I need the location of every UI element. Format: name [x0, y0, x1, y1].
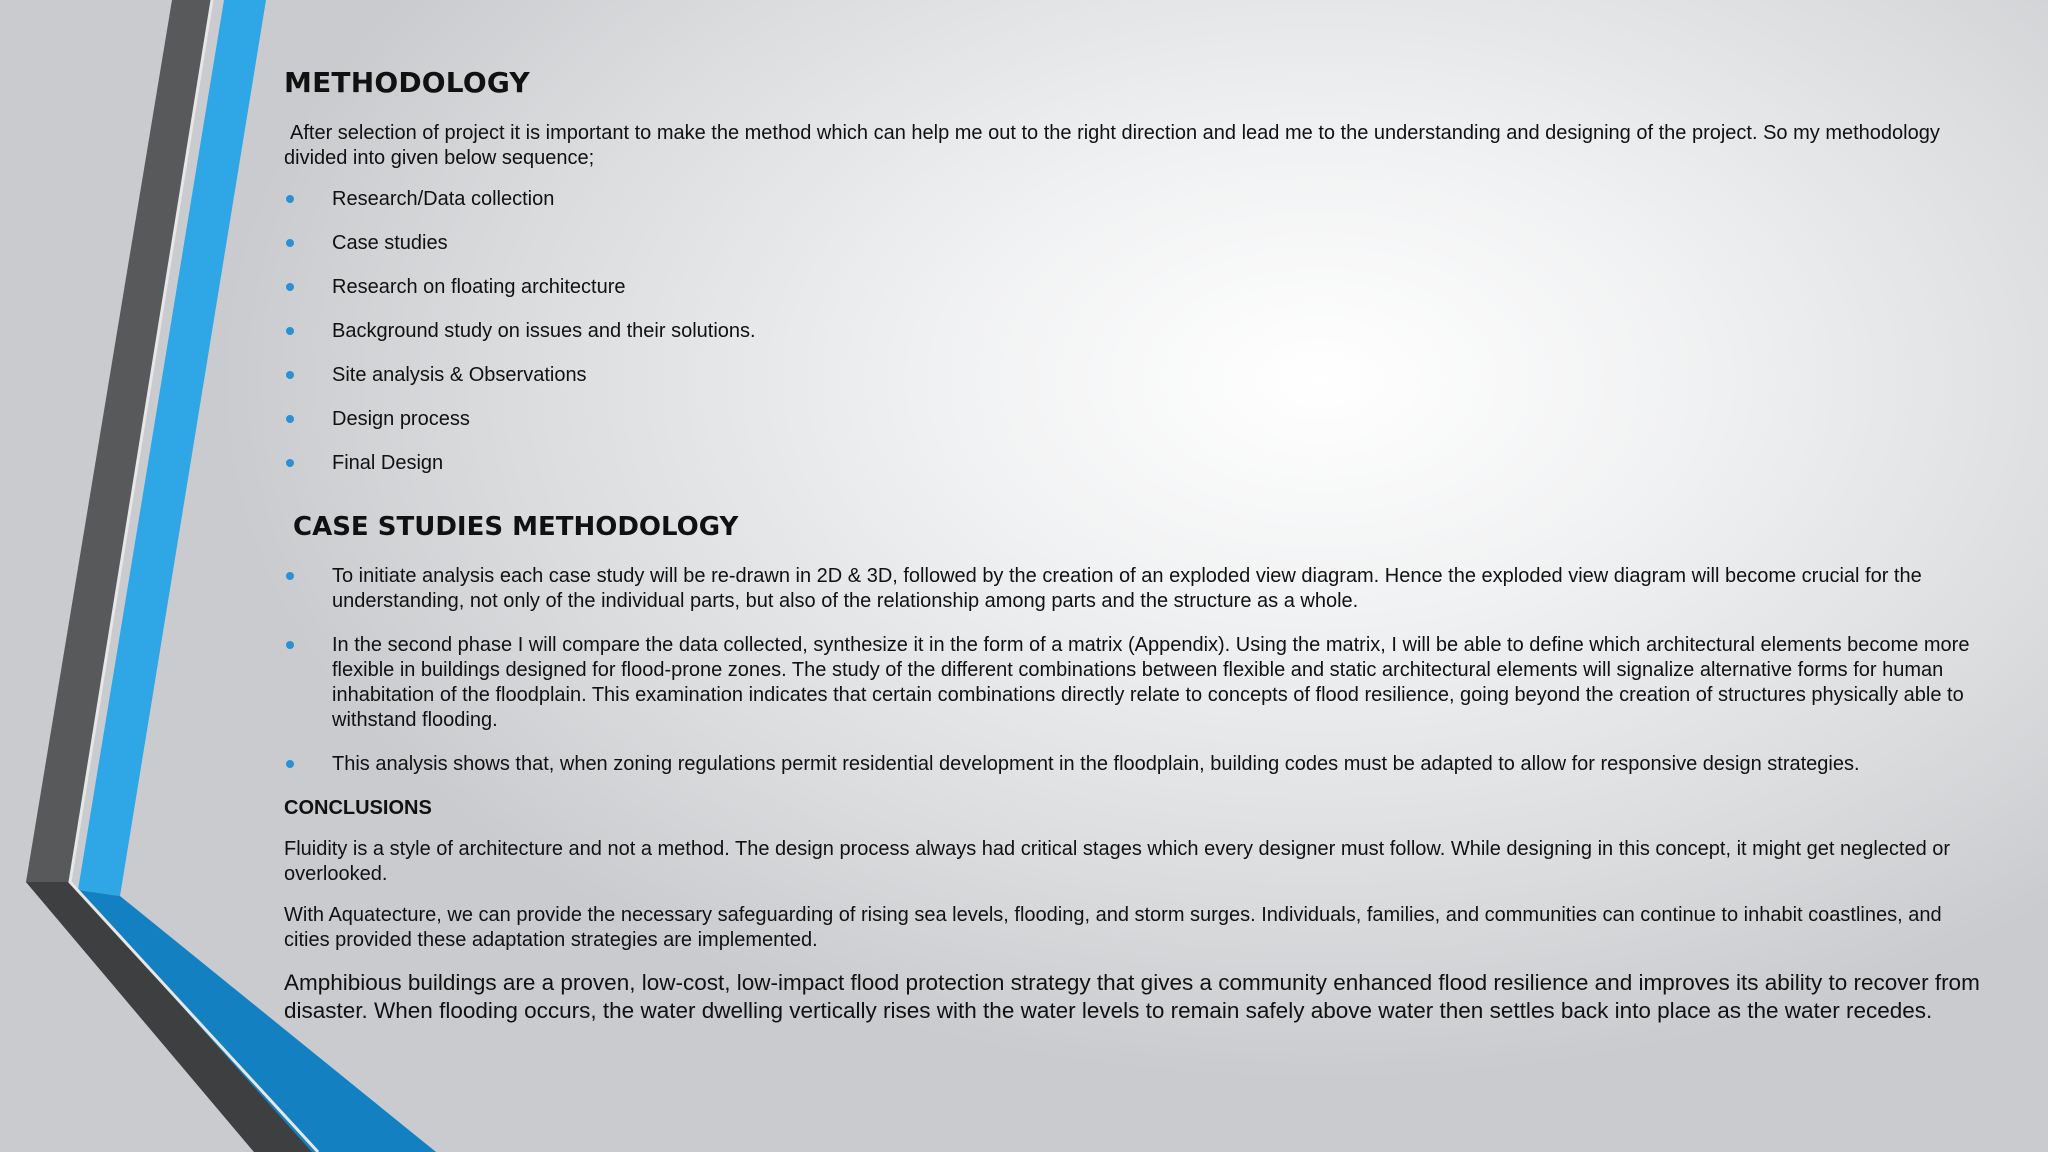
bullet-icon [286, 459, 294, 467]
decor-band-dark [26, 882, 318, 1152]
list-item: Research/Data collection [284, 187, 1984, 212]
slide-content [284, 66, 1984, 1025]
bullet-icon [286, 195, 294, 203]
bullet-icon [286, 327, 294, 335]
bullet-icon [286, 283, 294, 291]
list-item: Case studies [284, 231, 1984, 256]
list-item: This analysis shows that, when zoning regulations permit residential development in the floodplain, building codes must be adapted to allow for responsive design strategies. [284, 752, 1984, 777]
bullet-icon [286, 371, 294, 379]
methodology-intro: After selection of project it is important to make the method which can help me out to the right direction and lead me to the understanding and designing of the project. So my methodology divided into given below sequence; [284, 122, 1940, 169]
list-item: Final Design [284, 451, 1984, 476]
methodology-title: METHODOLOGY [284, 66, 530, 99]
bullet-icon [286, 239, 294, 247]
conclusions-title: CONCLUSIONS [284, 797, 432, 819]
bullet-icon [286, 415, 294, 423]
list-item: To initiate analysis each case study will be re-drawn in 2D & 3D, followed by the creation of an exploded view diagram. Hence the exploded view diagram will become crucial for the understanding, not only of the individual parts, but also of the relationship among parts and the structure as a whole. [284, 564, 1984, 614]
list-item: Site analysis & Observations [284, 363, 1984, 388]
list-item: Background study on issues and their solutions. [284, 319, 1984, 344]
list-item: Design process [284, 407, 1984, 432]
conclusions-paragraph: With Aquatecture, we can provide the necessary safeguarding of rising sea levels, flooding, and storm surges. Individuals, families, and communities can continue to inhabit coastlines, and cities provided these adaptation strategies are implemented. [284, 904, 1942, 951]
case-studies-list [284, 564, 1984, 777]
case-studies-title: CASE STUDIES METHODOLOGY [293, 512, 739, 542]
bullet-icon [286, 760, 294, 768]
list-item: In the second phase I will compare the data collected, synthesize it in the form of a matrix (Appendix). Using the matrix, I will be able to define which architectural elements become more flexible in buildings designed for flood-prone zones. The study of the different combinations between flexible and static architectural elements will signalize alternative forms for human inhabitation of the floodplain. This examination indicates that certain combinations directly relate to concepts of flood resilience, going beyond the creation of structures physically able to withstand flooding. [284, 633, 1984, 733]
closing-paragraph: Amphibious buildings are a proven, low-cost, low-impact flood protection strategy that gives a community enhanced flood resilience and improves its ability to recover from disaster. When flooding occurs, the water dwelling vertically rises with the water levels to remain safely above water then settles back into place as the water recedes. [284, 970, 1980, 1023]
bullet-icon [286, 641, 294, 649]
bullet-icon [286, 572, 294, 580]
conclusions-paragraph: Fluidity is a style of architecture and not a method. The design process always had critical stages which every designer must follow. While designing in this concept, it might get neglected or overlooked. [284, 838, 1951, 885]
methodology-steps-list [284, 187, 1984, 476]
list-item: Research on floating architecture [284, 275, 1984, 300]
